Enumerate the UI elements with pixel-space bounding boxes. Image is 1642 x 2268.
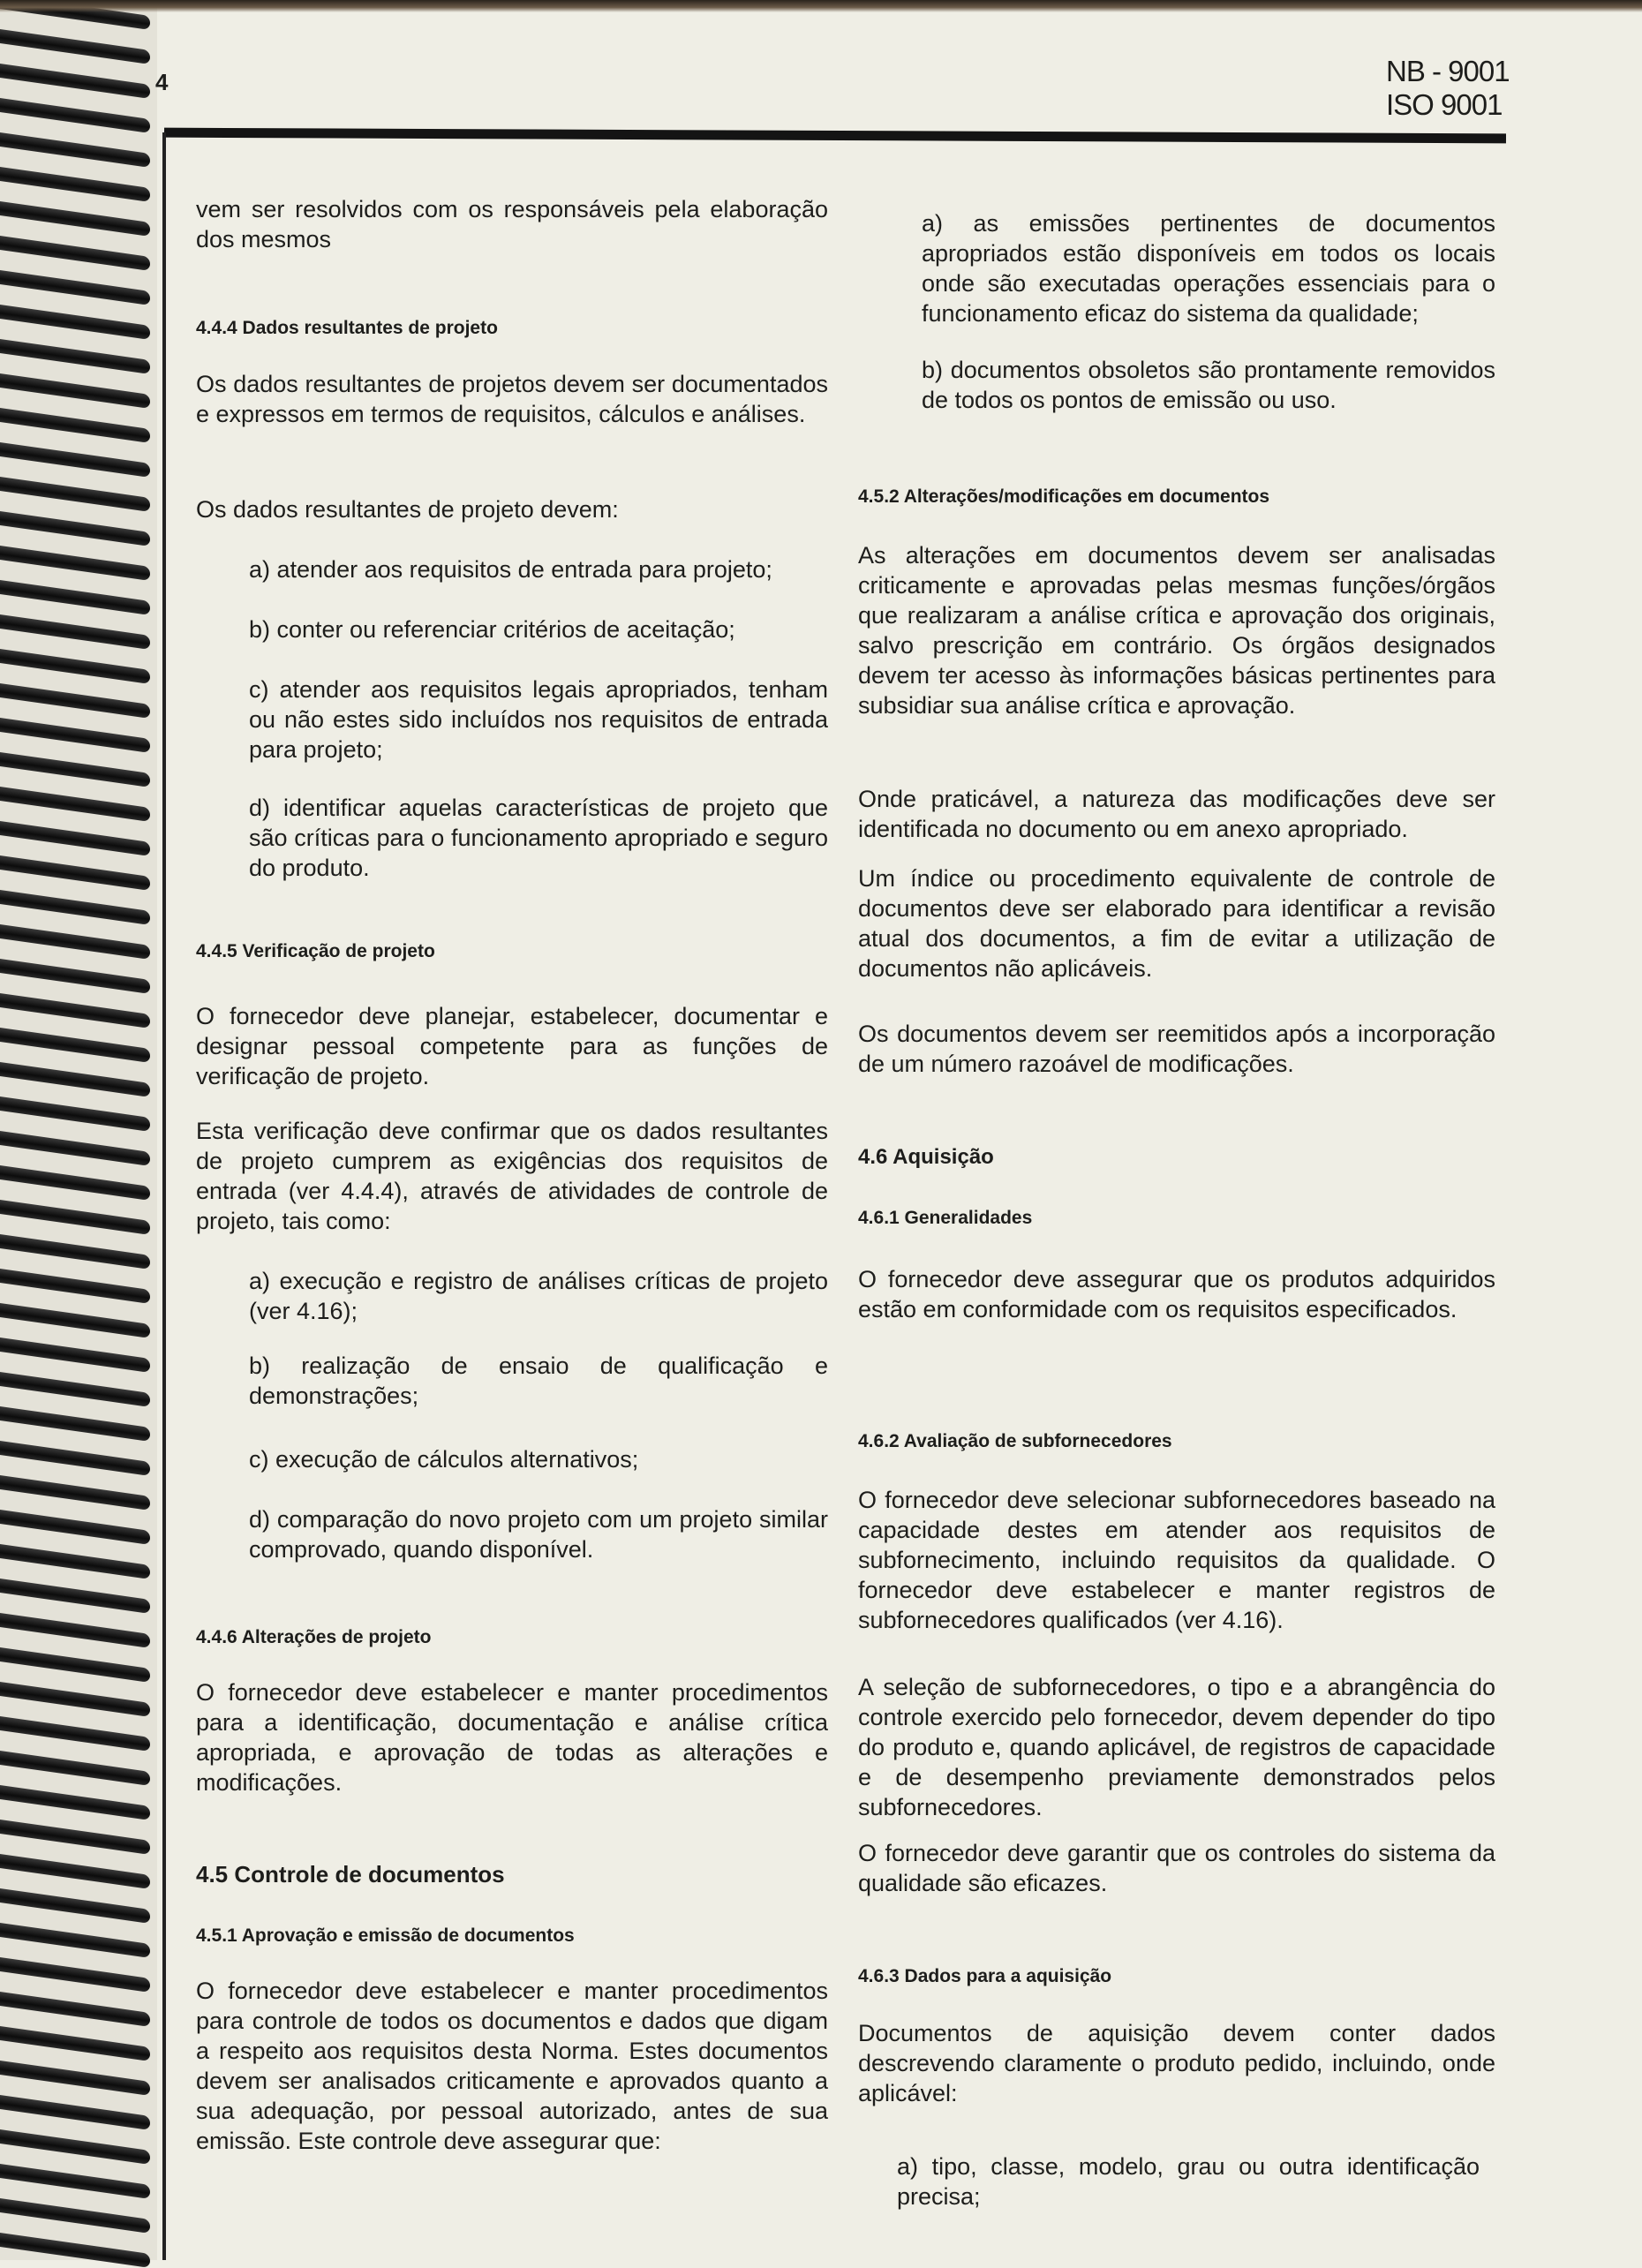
paragraph: O fornecedor deve assegurar que os produtos adquiridos estão em conformidade com os requisitos especificados. [858, 1266, 1495, 1322]
binding-coil [0, 98, 150, 133]
spiral-binding [0, 0, 157, 2260]
binding-coil [0, 890, 150, 925]
binding-coil [0, 442, 150, 478]
paragraph: As alterações em documentos devem ser analisadas criticamente e aprovadas pelas mesmas funções/órgãos que realizaram a análise crítica e aprovação dos originais, salvo prescrição em contrário. Os órgãos designados devem ter acesso às informações básicas pertinentes para subsidiar sua análise crítica e aprovação. [858, 542, 1495, 719]
binding-coil [0, 1682, 150, 1717]
binding-coil [0, 2026, 150, 2061]
binding-coil [0, 1992, 150, 2027]
binding-coil [0, 614, 150, 650]
binding-coil [0, 132, 150, 168]
binding-coil [0, 580, 150, 615]
heading-4-5: 4.5 Controle de documentos [196, 1861, 505, 1887]
paragraph: A seleção de subfornecedores, o tipo e a abrangência do controle exercido pelo fornecedor, devem depender do tipo do produto e, quando aplicável, de registros de capacidade e de desempenho previamente demonstrados pelos subfornecedores. [858, 1674, 1495, 1820]
binding-coil [0, 2164, 150, 2199]
paragraph: O fornecedor deve garantir que os controles do sistema da qualidade são eficazes. [858, 1840, 1495, 1896]
heading-4-6: 4.6 Aquisição [858, 1145, 994, 1169]
page-top-edge [0, 0, 1642, 12]
paragraph: Documentos de aquisição devem conter dados descrevendo claramente o produto pedido, incluindo, onde aplicável: [858, 2020, 1495, 2106]
binding-coil [0, 1303, 150, 1338]
binding-coil [0, 1096, 150, 1132]
paragraph: Os documentos devem ser reemitidos após a incorporação de um número razoável de modificações. [858, 1021, 1495, 1077]
binding-coil [0, 2129, 150, 2165]
binding-coil [0, 1131, 150, 1166]
binding-coil [0, 1337, 150, 1373]
binding-coil [0, 339, 150, 374]
heading-4-4-6: 4.4.6 Alterações de projeto [196, 1627, 432, 1647]
binding-coil [0, 924, 150, 960]
binding-coil [0, 511, 150, 546]
paragraph: Esta verificação deve confirmar que os dados resultantes de projeto cumprem as exigências dos requisitos de entrada (ver 4.4.4), através de atividades de controle de projeto, tais como: [196, 1118, 828, 1234]
binding-coil [0, 2095, 150, 2130]
paragraph: Onde praticável, a natureza das modificações deve ser identificada no documento ou em anexo apropriado. [858, 786, 1495, 842]
binding-coil [0, 1510, 150, 1545]
list-item: d) comparação do novo projeto com um projeto similar comprovado, quando disponível. [249, 1506, 828, 1563]
binding-coil [0, 993, 150, 1029]
binding-coil [0, 1613, 150, 1648]
paragraph: O fornecedor deve estabelecer e manter procedimentos para a identificação, documentação e análise crítica apropriada, e aprovação de todas as alterações e modificações. [196, 1679, 828, 1796]
document-code [1386, 55, 1510, 122]
binding-coil [0, 1062, 150, 1097]
paragraph: Os dados resultantes de projetos devem ser documentados e expressos em termos de requisitos, cálculos e análises. [196, 371, 828, 427]
standard-code-nb: NB - 9001 [1386, 55, 1510, 87]
binding-coil [0, 1406, 150, 1442]
binding-coil [0, 855, 150, 891]
binding-coil [0, 64, 150, 99]
binding-coil [0, 1716, 150, 1752]
list-item: a) tipo, classe, modelo, grau ou outra identificação precisa; [897, 2153, 1480, 2210]
list-item: a) execução e registro de análises críticas de projeto (ver 4.16); [249, 1268, 828, 1324]
binding-coil [0, 1854, 150, 1889]
paragraph: Um índice ou procedimento equivalente de controle de documentos deve ser elaborado para identificar a revisão atual dos documentos, a fim de evitar a utilização de documentos não aplicáveis. [858, 865, 1495, 982]
heading-4-5-2: 4.5.2 Alterações/modificações em documentos [858, 486, 1270, 507]
binding-coil [0, 2061, 150, 2096]
binding-coil [0, 787, 150, 822]
binding-coil [0, 1234, 150, 1270]
binding-coil [0, 201, 150, 237]
binding-coil [0, 1165, 150, 1201]
page-number: 4 [155, 69, 169, 95]
list-item: b) documentos obsoletos são prontamente removidos de todos os pontos de emissão ou uso. [922, 357, 1495, 413]
binding-coil [0, 2233, 150, 2268]
list-item: a) as emissões pertinentes de documentos apropriados estão disponíveis em todos os locais onde são executadas operações essenciais para o funcionamento eficaz do sistema da qualidade; [922, 210, 1495, 327]
paragraph: O fornecedor deve planejar, estabelecer, documentar e designar pessoal competente para as funções de verificação de projeto. [196, 1003, 828, 1089]
binding-coil [0, 305, 150, 340]
binding-coil [0, 1200, 150, 1235]
binding-coil [0, 167, 150, 202]
binding-coil [0, 373, 150, 409]
left-border-line [162, 132, 166, 2260]
binding-coil [0, 821, 150, 856]
paragraph: O fornecedor deve selecionar subfornecedores baseado na capacidade destes em atender aos requisitos de subfornecimento, incluindo requisitos da qualidade. O fornecedor deve estabelecer e manter registros de subfornecedores qualificados (ver 4.16). [858, 1487, 1495, 1633]
paragraph-continuation: vem ser resolvidos com os responsáveis pela elaboração dos mesmos [196, 196, 828, 252]
binding-coil [0, 408, 150, 443]
binding-coil [0, 477, 150, 512]
binding-coil [0, 546, 150, 581]
binding-coil [0, 1820, 150, 1855]
heading-4-4-4: 4.4.4 Dados resultantes de projeto [196, 318, 498, 338]
binding-coil [0, 1785, 150, 1820]
heading-4-5-1: 4.5.1 Aprovação e emissão de documentos [196, 1925, 575, 1946]
binding-coil [0, 1923, 150, 1958]
binding-coil [0, 270, 150, 305]
list-item: b) conter ou referenciar critérios de aceitação; [249, 616, 735, 643]
binding-coil [0, 1269, 150, 1304]
list-item: d) identificar aquelas características de projeto que são críticas para o funcionamento apropriado e seguro do produto. [249, 795, 828, 881]
binding-coil [0, 718, 150, 753]
binding-coil [0, 236, 150, 271]
binding-coil [0, 2198, 150, 2234]
heading-4-4-5: 4.4.5 Verificação de projeto [196, 941, 435, 961]
binding-coil [0, 1028, 150, 1063]
list-item: c) atender aos requisitos legais apropriados, tenham ou não estes sido incluídos nos requisitos de entrada para projeto; [249, 676, 828, 763]
binding-coil [0, 683, 150, 719]
binding-coil [0, 1579, 150, 1614]
binding-coil [0, 752, 150, 787]
binding-coil [0, 1888, 150, 1924]
heading-4-6-2: 4.6.2 Avaliação de subfornecedores [858, 1431, 1172, 1451]
header-rule [164, 128, 1506, 144]
binding-coil [0, 1441, 150, 1476]
binding-coil [0, 1372, 150, 1407]
heading-4-6-3: 4.6.3 Dados para a aquisição [858, 1966, 1112, 1986]
list-item: b) realização de ensaio de qualificação e demonstrações; [249, 1353, 828, 1409]
list-item: a) atender aos requisitos de entrada para projeto; [249, 556, 772, 583]
heading-4-6-1: 4.6.1 Generalidades [858, 1208, 1033, 1228]
list-item: c) execução de cálculos alternativos; [249, 1446, 639, 1473]
binding-coil [0, 1475, 150, 1511]
binding-coil [0, 1647, 150, 1683]
paragraph: O fornecedor deve estabelecer e manter procedimentos para controle de todos os documentos e dados que digam a respeito aos requisitos desta Norma. Estes documentos devem ser analisados criticamente e aprovados quanto a sua adequação, por pessoal autorizado, antes de sua emissão. Este controle deve assegurar que: [196, 1978, 828, 2154]
binding-coil [0, 1751, 150, 1786]
binding-coil [0, 1957, 150, 1993]
binding-coil [0, 649, 150, 684]
binding-coil [0, 1544, 150, 1579]
binding-coil [0, 959, 150, 994]
paragraph: Os dados resultantes de projeto devem: [196, 496, 619, 523]
binding-coil [0, 29, 150, 64]
standard-code-iso: ISO 9001 [1386, 88, 1503, 121]
